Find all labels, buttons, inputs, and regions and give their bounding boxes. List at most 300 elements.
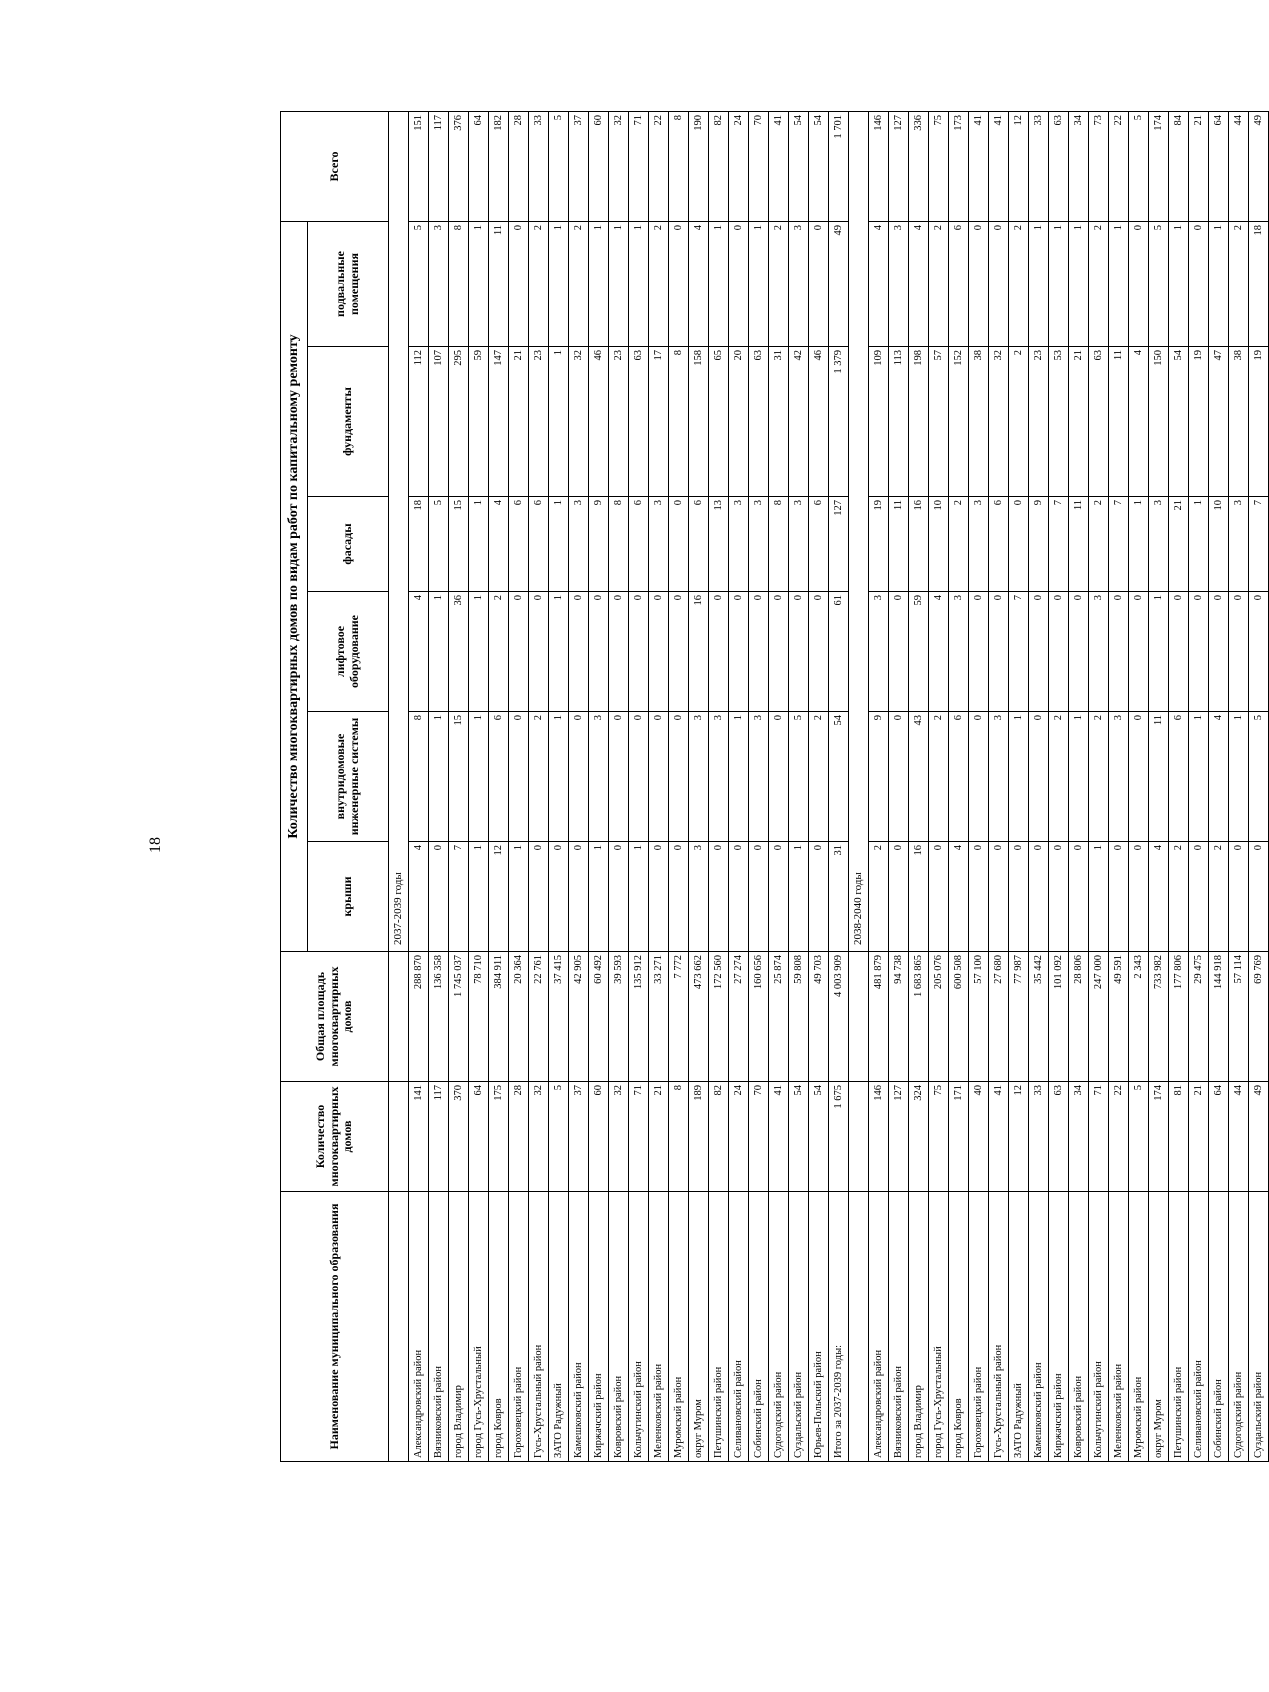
cell-roofs: 1 <box>509 842 529 952</box>
cell-count: 117 <box>429 1082 449 1192</box>
table-row <box>509 111 529 1461</box>
header-engineering: внутридомовые инженерные системы <box>308 712 389 842</box>
municipality-name: город Гусь-Хрустальный <box>469 1192 489 1462</box>
cell-count: 12 <box>1009 1082 1029 1192</box>
cell-eng: 11 <box>1149 712 1169 842</box>
cell-count: 44 <box>1229 1082 1249 1192</box>
table-row <box>869 111 889 1461</box>
cell-count: 41 <box>989 1082 1009 1192</box>
cell-elev: 0 <box>969 592 989 712</box>
cell-total: 63 <box>1049 111 1069 221</box>
cell-eng: 0 <box>1029 712 1049 842</box>
cell-eng: 0 <box>569 712 589 842</box>
cell-eng: 3 <box>989 712 1009 842</box>
period-label: 2038-2040 годы <box>849 111 869 951</box>
cell-found: 65 <box>709 347 729 497</box>
cell-count: 370 <box>449 1082 469 1192</box>
cell-eng: 0 <box>609 712 629 842</box>
cell-roofs: 0 <box>1229 842 1249 952</box>
cell-base: 2 <box>649 221 669 346</box>
cell-found: 59 <box>469 347 489 497</box>
cell-elev: 0 <box>1209 592 1229 712</box>
cell-eng: 9 <box>869 712 889 842</box>
municipality-name: Гусь-Хрустальный район <box>529 1192 549 1462</box>
header-facades: фасады <box>308 497 389 592</box>
cell-total: 117 <box>429 111 449 221</box>
cell-fac: 8 <box>609 497 629 592</box>
municipality-name: округ Муром <box>1149 1192 1169 1462</box>
municipality-name: Итого за 2037-2039 годы: <box>829 1192 849 1462</box>
cell-elev: 0 <box>1169 592 1189 712</box>
cell-total: 54 <box>789 111 809 221</box>
cell-elev: 0 <box>1049 592 1069 712</box>
municipality-name: ЗАТО Радужный <box>1009 1192 1029 1462</box>
cell-found: 21 <box>509 347 529 497</box>
cell-base: 2 <box>529 221 549 346</box>
cell-fac: 15 <box>449 497 469 592</box>
cell-area: 101 092 <box>1049 952 1069 1082</box>
cell-total: 146 <box>869 111 889 221</box>
cell-eng: 1 <box>429 712 449 842</box>
cell-fac: 21 <box>1169 497 1189 592</box>
cell-roofs: 0 <box>889 842 909 952</box>
cell-eng: 2 <box>1089 712 1109 842</box>
cell-eng: 1 <box>1009 712 1029 842</box>
table-row <box>729 111 749 1461</box>
cell-base: 2 <box>569 221 589 346</box>
cell-eng: 6 <box>949 712 969 842</box>
cell-total: 54 <box>809 111 829 221</box>
cell-fac: 6 <box>689 497 709 592</box>
cell-total: 24 <box>729 111 749 221</box>
cell-total: 33 <box>1029 111 1049 221</box>
cell-fac: 16 <box>909 497 929 592</box>
cell-fac: 6 <box>529 497 549 592</box>
cell-area: 57 100 <box>969 952 989 1082</box>
cell-fac: 3 <box>1229 497 1249 592</box>
cell-eng: 0 <box>889 712 909 842</box>
cell-found: 54 <box>1169 347 1189 497</box>
municipality-name: Кольчугинский район <box>629 1192 649 1462</box>
table-row <box>549 111 569 1461</box>
cell-eng: 0 <box>769 712 789 842</box>
cell-total: 173 <box>949 111 969 221</box>
cell-total: 8 <box>669 111 689 221</box>
cell-count: 70 <box>749 1082 769 1192</box>
cell-area: 28 806 <box>1069 952 1089 1082</box>
municipality-name: Судогодский район <box>1229 1192 1249 1462</box>
cell-count: 60 <box>589 1082 609 1192</box>
cell-elev: 0 <box>789 592 809 712</box>
table-row <box>609 111 629 1461</box>
cell-count: 22 <box>1109 1082 1129 1192</box>
cell-area: 2 343 <box>1129 952 1149 1082</box>
cell-total: 41 <box>769 111 789 221</box>
cell-roofs: 0 <box>1049 842 1069 952</box>
cell-total: 12 <box>1009 111 1029 221</box>
cell-roofs: 0 <box>1189 842 1209 952</box>
cell-total: 376 <box>449 111 469 221</box>
cell-fac: 19 <box>869 497 889 592</box>
cell-fac: 13 <box>709 497 729 592</box>
cell-elev: 1 <box>429 592 449 712</box>
municipality-name: город Владимир <box>909 1192 929 1462</box>
cell-elev: 0 <box>629 592 649 712</box>
municipality-name: город Владимир <box>449 1192 469 1462</box>
cell-eng: 1 <box>1189 712 1209 842</box>
cell-fac: 7 <box>1249 497 1269 592</box>
cell-roofs: 0 <box>1249 842 1269 952</box>
cell-fac: 1 <box>549 497 569 592</box>
municipality-name: Гороховецкий район <box>509 1192 529 1462</box>
cell-base: 0 <box>729 221 749 346</box>
cell-count: 324 <box>909 1082 929 1192</box>
municipality-name: Петушинский район <box>709 1192 729 1462</box>
cell-found: 63 <box>629 347 649 497</box>
cell-fac: 0 <box>669 497 689 592</box>
cell-fac: 1 <box>1189 497 1209 592</box>
table-row <box>1129 111 1149 1461</box>
cell-roofs: 0 <box>569 842 589 952</box>
cell-area: 49 703 <box>809 952 829 1082</box>
header-area: Общая площадь многоквартирных домов <box>281 952 389 1082</box>
cell-roofs: 7 <box>449 842 469 952</box>
cell-area: 733 982 <box>1149 952 1169 1082</box>
cell-found: 147 <box>489 347 509 497</box>
cell-count: 174 <box>1149 1082 1169 1192</box>
cell-total: 75 <box>929 111 949 221</box>
cell-count: 81 <box>1169 1082 1189 1192</box>
municipality-name: Киржачский район <box>1049 1192 1069 1462</box>
cell-eng: 0 <box>649 712 669 842</box>
cell-fac: 6 <box>809 497 829 592</box>
cell-count: 37 <box>569 1082 589 1192</box>
cell-fac: 3 <box>1149 497 1169 592</box>
cell-count: 64 <box>469 1082 489 1192</box>
cell-elev: 0 <box>529 592 549 712</box>
cell-fac: 7 <box>1109 497 1129 592</box>
cell-elev: 0 <box>589 592 609 712</box>
cell-fac: 3 <box>649 497 669 592</box>
cell-eng: 1 <box>549 712 569 842</box>
cell-roofs: 2 <box>1169 842 1189 952</box>
cell-fac: 11 <box>1069 497 1089 592</box>
table-row <box>709 111 729 1461</box>
table-row <box>629 111 649 1461</box>
municipality-name: Селивановский район <box>1189 1192 1209 1462</box>
cell-area: 205 076 <box>929 952 949 1082</box>
cell-base: 6 <box>949 221 969 346</box>
cell-area: 4 003 909 <box>829 952 849 1082</box>
cell-total: 82 <box>709 111 729 221</box>
cell-elev: 0 <box>609 592 629 712</box>
cell-base: 0 <box>989 221 1009 346</box>
header-elevators: лифтовое оборудование <box>308 592 389 712</box>
cell-count: 71 <box>1089 1082 1109 1192</box>
cell-count: 21 <box>1189 1082 1209 1192</box>
cell-area: 60 492 <box>589 952 609 1082</box>
municipality-name: Собинский район <box>749 1192 769 1462</box>
cell-area: 39 593 <box>609 952 629 1082</box>
cell-found: 2 <box>1009 347 1029 497</box>
cell-total: 49 <box>1249 111 1269 221</box>
cell-base: 1 <box>749 221 769 346</box>
cell-total: 33 <box>529 111 549 221</box>
cell-elev: 1 <box>1149 592 1169 712</box>
cell-count: 127 <box>889 1082 909 1192</box>
page-number: 18 <box>147 837 164 853</box>
cell-elev: 3 <box>869 592 889 712</box>
cell-roofs: 1 <box>589 842 609 952</box>
cell-base: 1 <box>1109 221 1129 346</box>
cell-total: 22 <box>1109 111 1129 221</box>
cell-base: 0 <box>1129 221 1149 346</box>
municipality-name: Ковровский район <box>609 1192 629 1462</box>
cell-roofs: 0 <box>529 842 549 952</box>
cell-found: 47 <box>1209 347 1229 497</box>
municipality-name: Киржачский район <box>589 1192 609 1462</box>
cell-count: 71 <box>629 1082 649 1192</box>
cell-area: 69 769 <box>1249 952 1269 1082</box>
rotated-table-container <box>280 112 1264 1462</box>
table-row <box>649 111 669 1461</box>
cell-fac: 6 <box>509 497 529 592</box>
cell-found: 23 <box>609 347 629 497</box>
cell-total: 190 <box>689 111 709 221</box>
cell-base: 1 <box>629 221 649 346</box>
table-row <box>409 111 429 1461</box>
cell-base: 4 <box>909 221 929 346</box>
cell-elev: 0 <box>709 592 729 712</box>
cell-found: 295 <box>449 347 469 497</box>
cell-elev: 0 <box>649 592 669 712</box>
table-row <box>1229 111 1249 1461</box>
header-total: Всего <box>281 111 389 221</box>
cell-count: 82 <box>709 1082 729 1192</box>
cell-fac: 3 <box>969 497 989 592</box>
cell-total: 151 <box>409 111 429 221</box>
total-row <box>829 111 849 1461</box>
cell-area: 600 508 <box>949 952 969 1082</box>
cell-base: 1 <box>469 221 489 346</box>
cell-total: 64 <box>1209 111 1229 221</box>
municipality-name: Вязниковский район <box>429 1192 449 1462</box>
cell-area: 49 591 <box>1109 952 1129 1082</box>
cell-elev: 0 <box>1249 592 1269 712</box>
cell-eng: 0 <box>629 712 649 842</box>
cell-eng: 0 <box>969 712 989 842</box>
header-roofs: крыши <box>308 842 389 952</box>
cell-base: 1 <box>609 221 629 346</box>
cell-eng: 3 <box>689 712 709 842</box>
cell-fac: 6 <box>629 497 649 592</box>
table-row <box>889 111 909 1461</box>
table-row <box>429 111 449 1461</box>
cell-total: 41 <box>989 111 1009 221</box>
cell-base: 3 <box>429 221 449 346</box>
cell-elev: 0 <box>749 592 769 712</box>
cell-area: 288 870 <box>409 952 429 1082</box>
cell-eng: 54 <box>829 712 849 842</box>
table-row <box>929 111 949 1461</box>
table-row <box>1069 111 1089 1461</box>
cell-elev: 7 <box>1009 592 1029 712</box>
period-row <box>389 111 409 1461</box>
cell-area: 20 364 <box>509 952 529 1082</box>
cell-found: 198 <box>909 347 929 497</box>
table-row <box>449 111 469 1461</box>
cell-base: 3 <box>889 221 909 346</box>
cell-count: 75 <box>929 1082 949 1192</box>
table-row <box>789 111 809 1461</box>
table-row <box>909 111 929 1461</box>
cell-eng: 3 <box>709 712 729 842</box>
cell-area: 35 442 <box>1029 952 1049 1082</box>
cell-eng: 2 <box>809 712 829 842</box>
table-row <box>989 111 1009 1461</box>
cell-elev: 0 <box>769 592 789 712</box>
cell-fac: 7 <box>1049 497 1069 592</box>
municipality-name: Вязниковский район <box>889 1192 909 1462</box>
cell-roofs: 31 <box>829 842 849 952</box>
cell-roofs: 0 <box>1009 842 1029 952</box>
cell-total: 174 <box>1149 111 1169 221</box>
cell-total: 71 <box>629 111 649 221</box>
cell-eng: 3 <box>1109 712 1129 842</box>
cell-area: 136 358 <box>429 952 449 1082</box>
cell-roofs: 0 <box>729 842 749 952</box>
cell-roofs: 1 <box>1089 842 1109 952</box>
municipality-name: Меленковский район <box>1109 1192 1129 1462</box>
cell-found: 20 <box>729 347 749 497</box>
cell-roofs: 2 <box>869 842 889 952</box>
cell-elev: 0 <box>729 592 749 712</box>
cell-count: 34 <box>1069 1082 1089 1192</box>
cell-found: 32 <box>989 347 1009 497</box>
cell-found: 150 <box>1149 347 1169 497</box>
municipality-name: Собинский район <box>1209 1192 1229 1462</box>
cell-base: 0 <box>969 221 989 346</box>
cell-found: 11 <box>1109 347 1129 497</box>
cell-eng: 2 <box>929 712 949 842</box>
cell-fac: 10 <box>929 497 949 592</box>
cell-count: 5 <box>1129 1082 1149 1192</box>
cell-elev: 1 <box>549 592 569 712</box>
municipality-name: Суздальский район <box>789 1192 809 1462</box>
cell-found: 19 <box>1189 347 1209 497</box>
cell-count: 32 <box>609 1082 629 1192</box>
cell-found: 19 <box>1249 347 1269 497</box>
cell-elev: 3 <box>949 592 969 712</box>
municipality-name: Муромский район <box>1129 1192 1149 1462</box>
cell-fac: 1 <box>1129 497 1149 592</box>
municipality-name: Юрьев-Польский район <box>809 1192 829 1462</box>
cell-found: 23 <box>529 347 549 497</box>
table-row <box>969 111 989 1461</box>
cell-fac: 11 <box>889 497 909 592</box>
cell-total: 73 <box>1089 111 1109 221</box>
cell-base: 49 <box>829 221 849 346</box>
cell-area: 94 738 <box>889 952 909 1082</box>
cell-total: 32 <box>609 111 629 221</box>
cell-base: 1 <box>589 221 609 346</box>
cell-roofs: 0 <box>749 842 769 952</box>
table-row <box>469 111 489 1461</box>
cell-total: 60 <box>589 111 609 221</box>
cell-found: 152 <box>949 347 969 497</box>
cell-count: 1 675 <box>829 1082 849 1192</box>
table-row <box>689 111 709 1461</box>
cell-total: 22 <box>649 111 669 221</box>
cell-eng: 0 <box>509 712 529 842</box>
cell-area: 29 475 <box>1189 952 1209 1082</box>
table-row <box>1189 111 1209 1461</box>
cell-fac: 5 <box>429 497 449 592</box>
table-row <box>1049 111 1069 1461</box>
header-foundations: фундаменты <box>308 347 389 497</box>
municipality-name: Селивановский район <box>729 1192 749 1462</box>
cell-elev: 0 <box>889 592 909 712</box>
cell-roofs: 0 <box>929 842 949 952</box>
cell-eng: 4 <box>1209 712 1229 842</box>
header-count: Количество многоквартирных домов <box>281 1082 389 1192</box>
cell-eng: 3 <box>749 712 769 842</box>
cell-roofs: 0 <box>649 842 669 952</box>
cell-elev: 0 <box>1229 592 1249 712</box>
cell-roofs: 0 <box>429 842 449 952</box>
municipality-name: ЗАТО Радужный <box>549 1192 569 1462</box>
cell-area: 7 772 <box>669 952 689 1082</box>
cell-roofs: 3 <box>689 842 709 952</box>
cell-count: 54 <box>809 1082 829 1192</box>
cell-roofs: 0 <box>549 842 569 952</box>
cell-base: 2 <box>1229 221 1249 346</box>
header-basements: подвальные помещения <box>308 221 389 346</box>
cell-area: 160 656 <box>749 952 769 1082</box>
cell-roofs: 4 <box>1149 842 1169 952</box>
cell-fac: 18 <box>409 497 429 592</box>
cell-fac: 3 <box>789 497 809 592</box>
cell-elev: 0 <box>1069 592 1089 712</box>
cell-count: 24 <box>729 1082 749 1192</box>
cell-base: 11 <box>489 221 509 346</box>
cell-roofs: 12 <box>489 842 509 952</box>
cell-base: 2 <box>1009 221 1029 346</box>
cell-elev: 0 <box>1109 592 1129 712</box>
cell-elev: 0 <box>809 592 829 712</box>
municipality-name: округ Муром <box>689 1192 709 1462</box>
cell-eng: 0 <box>669 712 689 842</box>
cell-area: 27 680 <box>989 952 1009 1082</box>
cell-count: 146 <box>869 1082 889 1192</box>
cell-area: 77 987 <box>1009 952 1029 1082</box>
cell-base: 0 <box>669 221 689 346</box>
cell-fac: 9 <box>1029 497 1049 592</box>
cell-fac: 3 <box>569 497 589 592</box>
cell-base: 1 <box>709 221 729 346</box>
cell-area: 144 918 <box>1209 952 1229 1082</box>
municipality-name: Судогодский район <box>769 1192 789 1462</box>
cell-fac: 4 <box>489 497 509 592</box>
cell-area: 384 911 <box>489 952 509 1082</box>
cell-fac: 127 <box>829 497 849 592</box>
cell-found: 17 <box>649 347 669 497</box>
cell-total: 336 <box>909 111 929 221</box>
cell-count: 5 <box>549 1082 569 1192</box>
cell-found: 112 <box>409 347 429 497</box>
cell-area: 59 808 <box>789 952 809 1082</box>
period-row <box>849 111 869 1461</box>
